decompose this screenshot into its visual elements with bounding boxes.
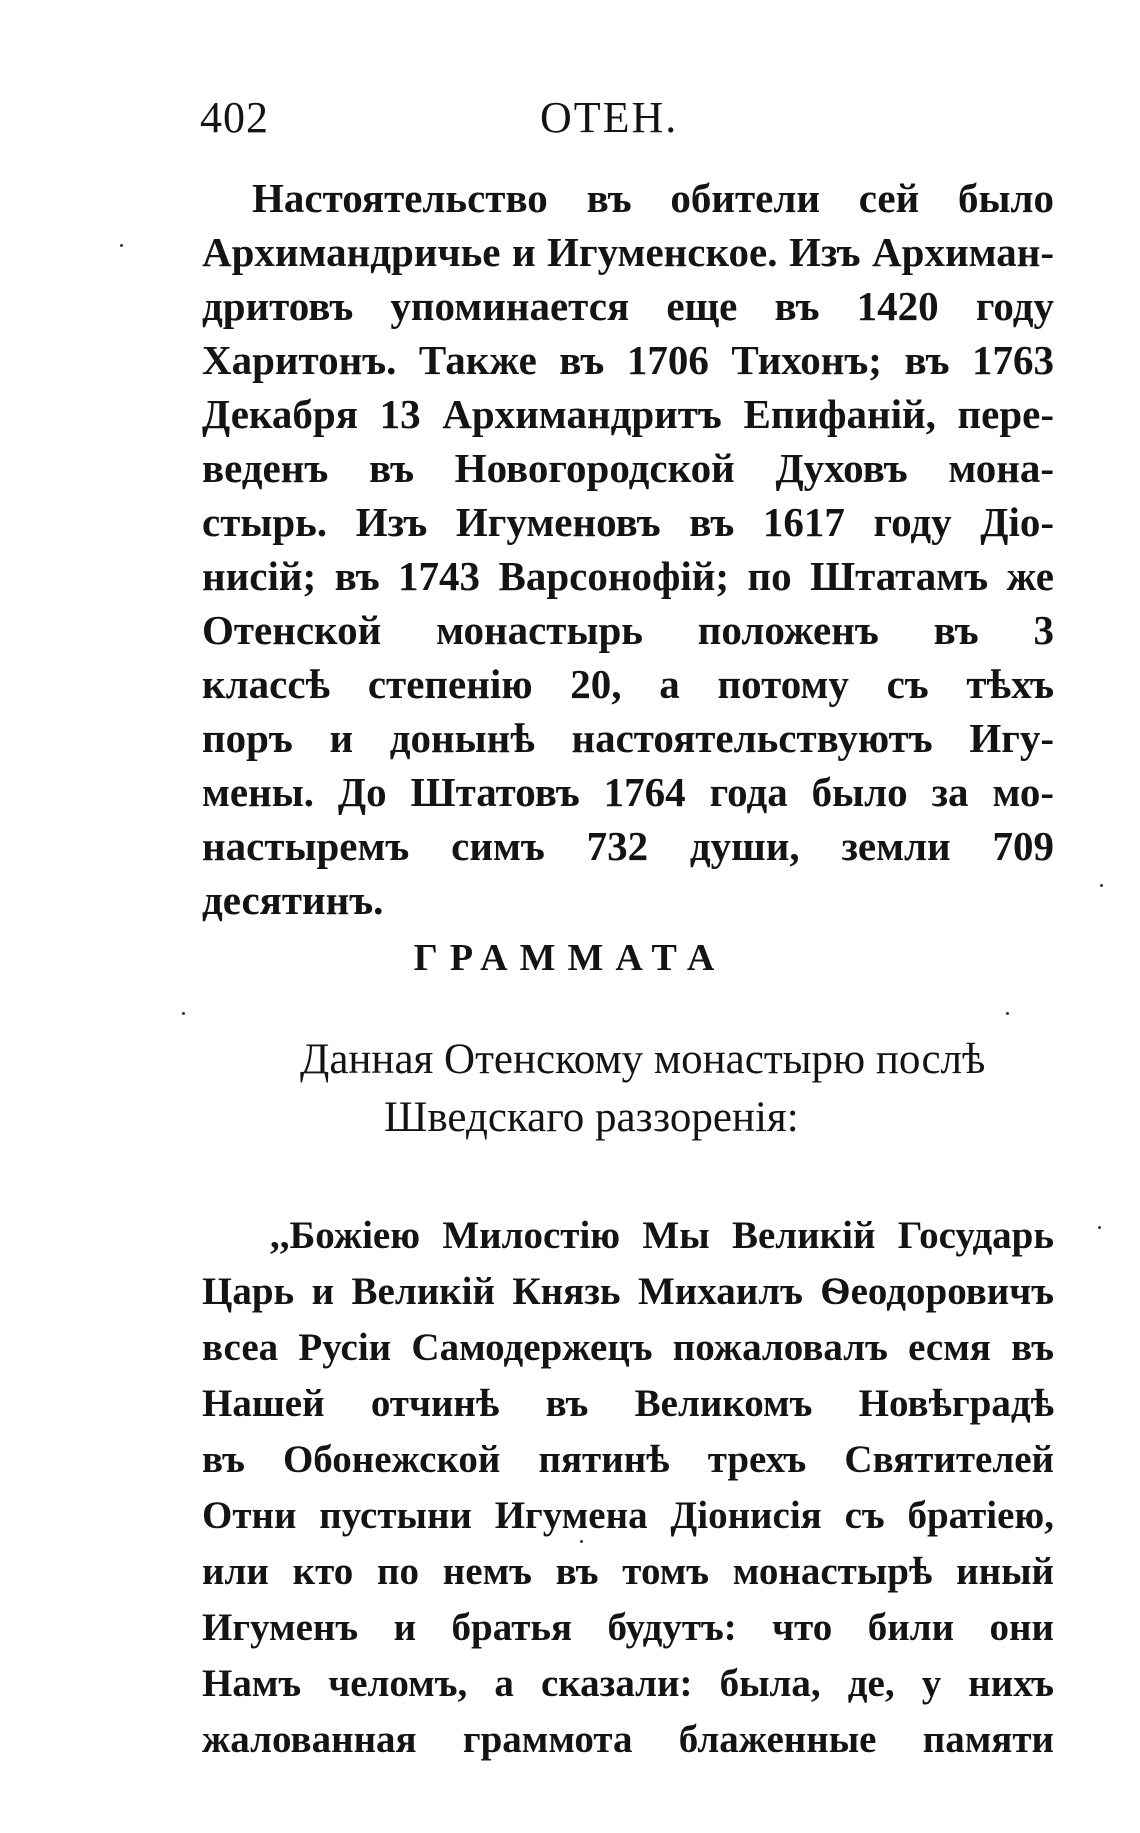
paragraph-line: классѣ степенію 20, а потому съ тѣхъ bbox=[202, 661, 1054, 707]
subheading-line: Данная Отенскому монастырю послѣ bbox=[300, 1036, 986, 1083]
charter-line: или кто по немъ въ томъ монастырѣ иный bbox=[202, 1550, 1054, 1593]
charter-line: Нашей отчинѣ въ Великомъ Новѣградѣ bbox=[202, 1382, 1054, 1425]
paragraph-line: Настоятельство въ обители сей было bbox=[252, 175, 1054, 221]
scan-speck bbox=[1098, 1226, 1101, 1229]
scan-speck bbox=[120, 244, 123, 247]
paragraph-line: Декабря 13 Архимандритъ Епифаній, пере- bbox=[202, 391, 1054, 437]
scan-speck bbox=[1006, 1012, 1009, 1015]
page-header bbox=[200, 92, 1060, 152]
paragraph-line: настыремъ симъ 732 души, земли 709 bbox=[202, 823, 1054, 869]
paragraph-line: нисій; въ 1743 Варсонофій; по Штатамъ же bbox=[202, 553, 1054, 599]
paragraph-line: поръ и донынѣ настоятельствуютъ Игу- bbox=[202, 715, 1054, 761]
paragraph-line: дритовъ упоминается еще въ 1420 году bbox=[202, 283, 1054, 329]
running-title: ОТЕН. bbox=[540, 93, 679, 142]
paragraph-line: веденъ въ Новогородской Духовъ мона- bbox=[202, 445, 1054, 491]
page-number: 402 bbox=[200, 93, 269, 142]
paragraph-line: Архимандричье и Игуменское. Изъ Архиман- bbox=[202, 229, 1054, 275]
scan-speck bbox=[580, 1540, 583, 1543]
charter-line: Царь и Великій Князь Михаилъ Ѳеодоровичъ bbox=[202, 1270, 1054, 1313]
charter-line: Намъ челомъ, а сказали: была, де, у нихъ bbox=[202, 1662, 1054, 1705]
scan-speck bbox=[1100, 884, 1103, 887]
paragraph-line: мены. До Штатовъ 1764 года было за мо- bbox=[202, 769, 1054, 815]
scan-speck bbox=[182, 1012, 185, 1015]
subheading-line: Шведскаго раззоренія: bbox=[384, 1094, 799, 1141]
paragraph-line: Харитонъ. Также въ 1706 Тихонъ; въ 1763 bbox=[202, 337, 1054, 383]
charter-line: жалованная граммота блаженные памяти bbox=[202, 1718, 1054, 1761]
paragraph-line: стырь. Изъ Игуменовъ въ 1617 году Діо- bbox=[202, 499, 1054, 545]
paragraph-line: десятинъ. bbox=[202, 877, 384, 923]
charter-line: ,,Божіею Милостію Мы Великій Государь bbox=[270, 1214, 1054, 1257]
charter-line: Отни пустыни Игумена Діонисія съ братіею, bbox=[202, 1494, 1054, 1537]
section-heading: ГРАММАТА bbox=[413, 937, 727, 979]
charter-line: всеа Русіи Самодержецъ пожаловалъ есмя въ bbox=[202, 1326, 1054, 1369]
charter-line: Игуменъ и братья будутъ: что били они bbox=[202, 1606, 1054, 1649]
charter-line: въ Обонежской пятинѣ трехъ Святителей bbox=[202, 1438, 1054, 1481]
paragraph-line: Отенской монастырь положенъ въ 3 bbox=[202, 607, 1054, 653]
